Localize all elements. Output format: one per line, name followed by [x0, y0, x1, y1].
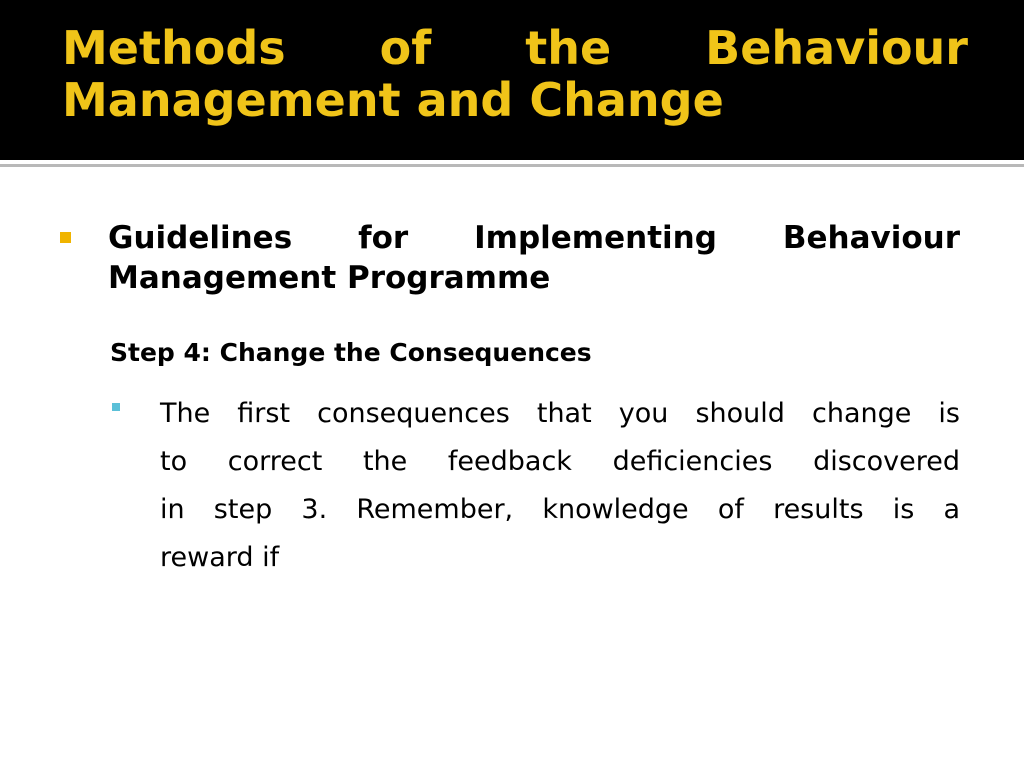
sub-bullet-line-3: in step 3. Remember, knowledge of results is a [160, 494, 960, 525]
title-divider [0, 164, 1024, 167]
slide-title-line-1: Methods of the Behaviour [62, 21, 968, 75]
small-square-bullet-icon [112, 403, 120, 411]
bullet-heading-line-1: Guidelines for Implementing Behaviour [108, 220, 960, 256]
slide-title [62, 22, 968, 126]
step-heading: Step 4: Change the Consequences [110, 338, 592, 367]
sub-bullet-line-2: to correct the feedback deficiencies discovered [160, 446, 960, 477]
square-bullet-icon [60, 232, 71, 243]
sub-bullet-line-1: The first consequences that you should change is [160, 398, 960, 429]
bullet-heading-line-2: Management Programme [108, 260, 551, 296]
sub-bullet-text [160, 390, 960, 582]
sub-bullet-line-4: reward if [160, 542, 280, 573]
bullet-heading [108, 218, 960, 298]
slide-title-line-2: Management and Change [62, 73, 724, 127]
